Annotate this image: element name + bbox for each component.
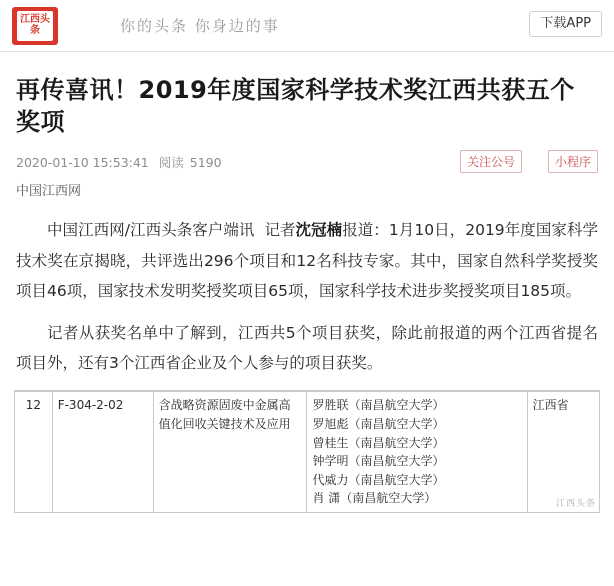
person-entry: 罗旭彪（南昌航空大学） — [312, 417, 445, 431]
logo-text: 江西头条 — [20, 14, 50, 36]
article-meta — [16, 152, 598, 172]
article-paragraph-1 — [16, 215, 598, 306]
person-entry: 罗胜联（南昌航空大学） — [312, 398, 445, 413]
article-date: 2020-01-10 15:53:41 — [16, 154, 149, 170]
person-entry: 代威力（南昌航空大学） — [312, 472, 445, 487]
article-source: 中国江西网 — [16, 184, 82, 200]
table-row — [15, 392, 600, 513]
article-reads-count: 5190 — [189, 154, 222, 170]
article-reads-label: 阅读 — [158, 155, 184, 171]
person-entry: 肖 潇（南昌航空大学） — [312, 491, 437, 506]
download-app-button[interactable]: 下载APP — [529, 11, 602, 37]
article-title: 再传喜讯！2019年度国家科学技术奖江西共获五个奖项 — [16, 76, 575, 137]
row-people — [307, 392, 527, 513]
logo-inner — [17, 11, 53, 41]
paragraph-lead: 中国江西网/江西头条客户端讯 — [47, 221, 255, 240]
row-number: 12 — [15, 392, 53, 513]
follow-public-account-tag[interactable]: 关注公号 — [460, 150, 522, 173]
award-table-body — [15, 392, 600, 513]
person-entry: 曾桂生（南昌航空大学） — [312, 435, 445, 450]
person-entry: 钟学明（南昌航空大学） — [312, 454, 445, 469]
reporter-name: 沈冠楠 — [295, 221, 343, 240]
row-project: 含战略资源固废中金属高值化回收关键技术及应用 — [153, 392, 307, 513]
mini-program-tag[interactable]: 小程序 — [548, 150, 598, 173]
row-province: 江西省 — [527, 392, 599, 513]
site-slogan: 你的头条 你身边的事 — [120, 17, 280, 35]
site-header — [0, 0, 614, 52]
table-watermark: 江西头条 — [555, 498, 596, 509]
reporter-label: 记者 — [264, 221, 296, 240]
row-code: F-304-2-02 — [52, 392, 153, 513]
paragraph-rest: 报道：1月10日，2019年度国家科学技术奖在京揭晓，共评选出296个项目和12名科技专家。其中，国家自然科学奖授奖项目46项，国家技术发明奖授奖项目65项，国家科学技术进步奖授奖项目185项。 — [16, 221, 598, 300]
award-table-wrapper — [14, 390, 600, 513]
article-tag-group — [460, 150, 598, 173]
article-paragraph-2: 记者从获奖名单中了解到，江西共5个项目获奖，除此前报道的两个江西省提名项目外，还有3个江西省企业及个人参与的项目获奖。 — [16, 323, 598, 373]
article-container — [0, 52, 614, 378]
award-table — [14, 391, 600, 513]
site-logo[interactable] — [12, 7, 58, 45]
